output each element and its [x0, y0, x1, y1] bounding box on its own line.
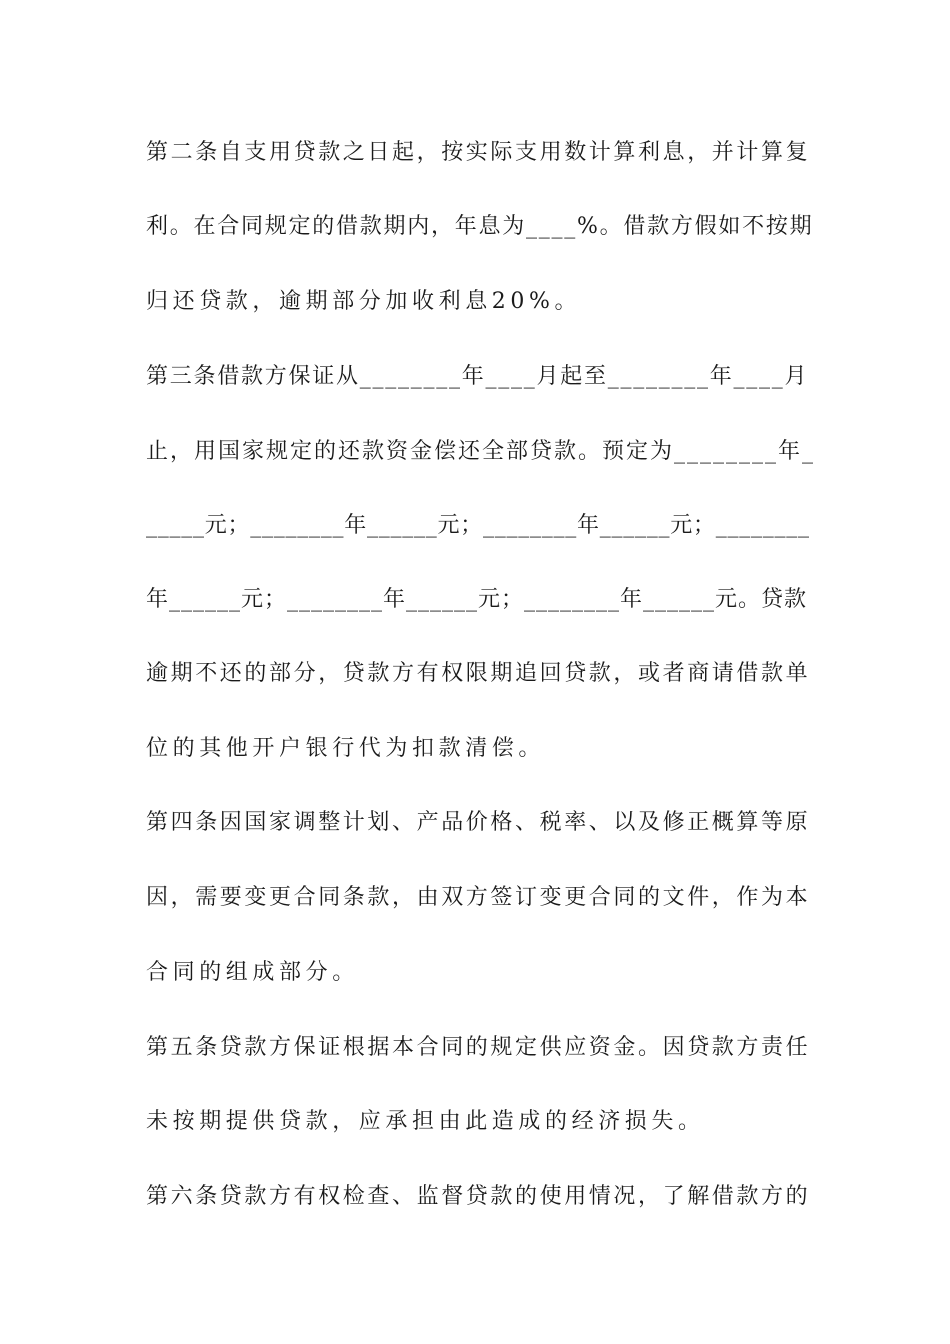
text-line: 归还贷款，逾期部分加收利息20%。 [146, 289, 582, 314]
text-line: 因，需要变更合同条款，由双方签订变更合同的文件，作为本 [146, 885, 811, 910]
text-line: 第三条借款方保证从________年____月起至________年____月 [146, 364, 809, 389]
text-line: 第二条自支用贷款之日起，按实际支用数计算利息，并计算复 [146, 140, 811, 165]
text-line: 第五条贷款方保证根据本合同的规定供应资金。因贷款方责任 [146, 1035, 811, 1060]
text-line: 第六条贷款方有权检查、监督贷款的使用情况，了解借款方的 [146, 1184, 811, 1209]
text-line: 逾期不还的部分，贷款方有权限期追回贷款，或者商请借款单 [146, 661, 811, 686]
text-line: 年______元；________年______元；________年______元。贷款 [146, 587, 808, 612]
text-line: 合同的组成部分。 [146, 960, 359, 985]
text-line: 利。在合同规定的借款期内，年息为____%。借款方假如不按期 [146, 214, 814, 239]
text-line: 第四条因国家调整计划、产品价格、税率、以及修正概算等原 [146, 810, 811, 835]
text-line: 未按期提供贷款，应承担由此造成的经济损失。 [146, 1109, 705, 1134]
text-line: _____元；________年______元；________年______元；________ [146, 513, 810, 538]
text-line: 位的其他开户银行代为扣款清偿。 [146, 736, 546, 761]
text-line: 止，用国家规定的还款资金偿还全部贷款。预定为________年_ [146, 439, 816, 464]
